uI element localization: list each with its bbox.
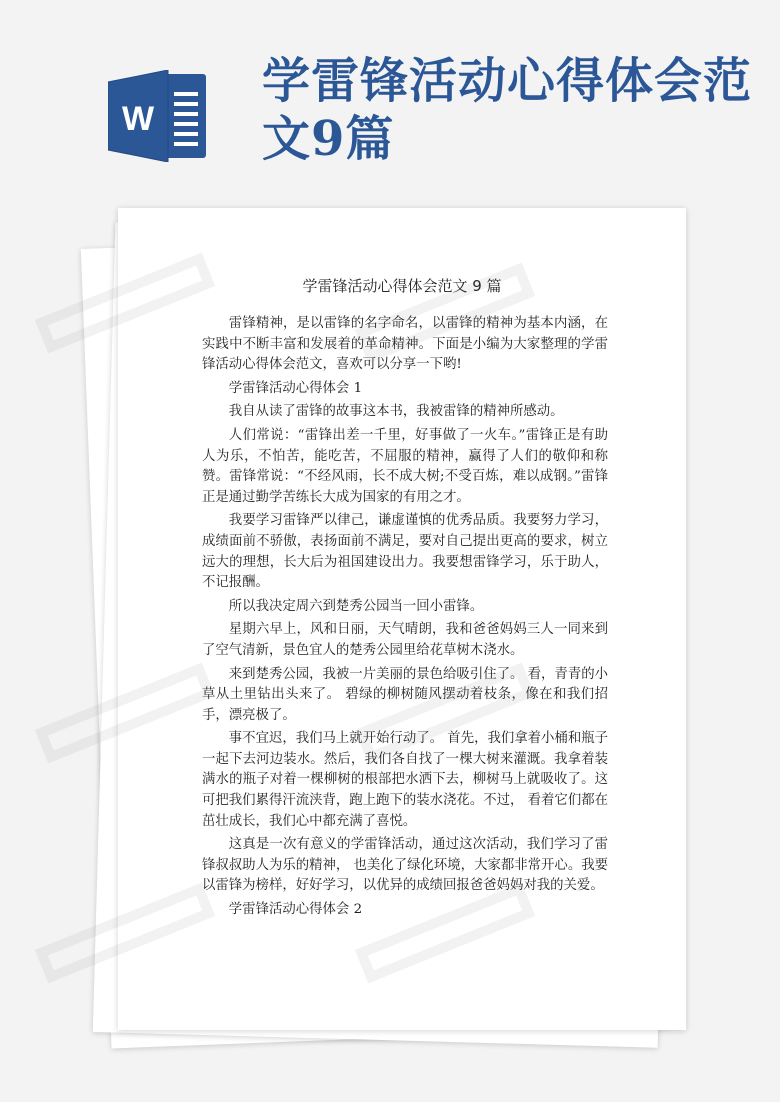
document-page xyxy=(118,208,686,1030)
paragraph: 事不宜迟，我们马上就开始行动了。 首先，我们拿着小桶和瓶子一起下去河边装水。然后，我们各自找了一棵大树来灌溉。我拿着装满水的瓶子对着一棵柳树的根部把水洒下去，柳树马上就吸收了。这可把我们累得汗流浃背，跑上跑下的装水浇花。不过， 看着它们都在茁壮成长，我们心中都充满了喜悦。 xyxy=(202,731,608,829)
document-body xyxy=(202,314,608,924)
page-title: 学雷锋活动心得体会范文9篇 xyxy=(262,53,753,167)
paragraph: 所以我决定周六到楚秀公园当一回小雷锋。 xyxy=(228,598,484,614)
paragraph: 我自从读了雷锋的故事这本书，我被雷锋的精神所感动。 xyxy=(228,404,564,420)
document-title: 学雷锋活动心得体会范文 9 篇 xyxy=(302,277,502,295)
paragraph: 来到楚秀公园，我被一片美丽的景色给吸引住了。 看，青青的小草从土里钻出头来了。 碧绿的柳树随风摆动着枝条，像在和我们招手，漂亮极了。 xyxy=(202,666,608,723)
word-logo-icon xyxy=(108,70,208,162)
paragraph: 我要学习雷锋严以律己，谦虚谨慎的优秀品质。我要努力学习，成绩面前不骄傲，表扬面前不满足，要对自己提出更高的要求，树立远大的理想，长大后为祖国建设出力。我要想雷锋学习，乐于助人，不记报酬。 xyxy=(202,513,608,591)
paragraph: 人们常说：“雷锋出差一千里，好事做了一火车。”雷锋正是有助人为乐，不怕苦，能吃苦，不屈服的精神，赢得了人们的敬仰和称赞。雷锋常说：“不经风雨，长不成大树;不受百炼，难以成钢。”雷锋正是通过勤学苦练长大成为国家的有用之才。 xyxy=(202,427,608,505)
word-logo-letter: W xyxy=(121,100,155,138)
paragraph: 星期六早上，风和日丽，天气晴朗，我和爸爸妈妈三人一同来到了空气清新，景色宜人的楚秀公园里给花草树木浇水。 xyxy=(202,622,608,658)
paragraph: 雷锋精神，是以雷锋的名字命名，以雷锋的精神为基本内涵，在实践中不断丰富和发展着的革命精神。下面是小编为大家整理的学雷锋活动心得体会范文，喜欢可以分享一下哟! xyxy=(202,316,608,373)
section-heading: 学雷锋活动心得体会 2 xyxy=(228,902,363,918)
paragraph: 这真是一次有意义的学雷锋活动，通过这次活动，我们学习了雷锋叔叔助人为乐的精神， 也美化了绿化环境，大家都非常开心。我要以雷锋为榜样，好好学习，以优异的成绩回报爸爸妈妈对我的关爱。 xyxy=(202,837,608,894)
section-heading: 学雷锋活动心得体会 1 xyxy=(228,380,363,396)
